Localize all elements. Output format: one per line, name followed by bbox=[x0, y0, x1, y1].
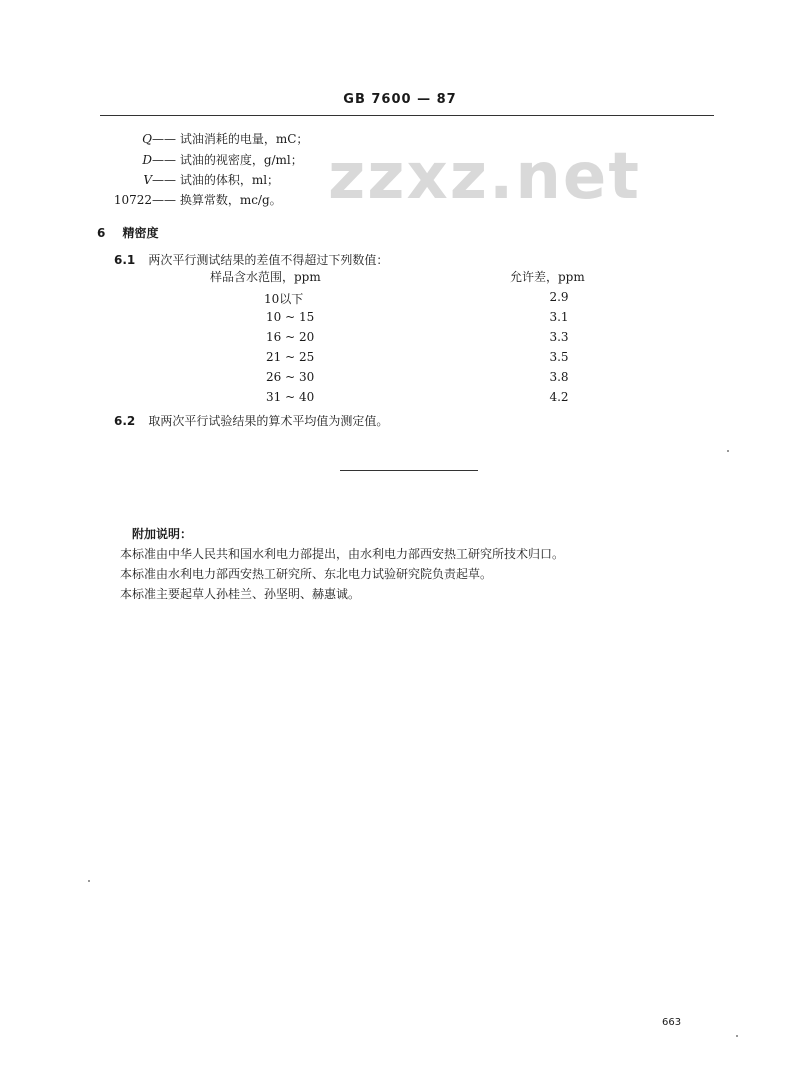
table-cell-tolerance: 4.2 bbox=[549, 390, 569, 404]
variable-row-d bbox=[100, 151, 303, 168]
clause-text: 两次平行测试结果的差值不得超过下列数值： bbox=[148, 253, 389, 267]
variable-desc: —— 试油消耗的电量，mC； bbox=[152, 132, 309, 146]
variable-row-v bbox=[100, 171, 279, 188]
clause-number: 6.1 bbox=[114, 253, 136, 267]
table-cell-tolerance: 3.1 bbox=[549, 310, 569, 324]
scan-speck bbox=[736, 1035, 738, 1037]
clause-6-2 bbox=[114, 410, 388, 429]
table-cell-range: 10 ~ 15 bbox=[266, 310, 315, 324]
section-number: 6 bbox=[97, 226, 106, 240]
variable-row-q bbox=[100, 130, 308, 147]
variable-symbol: Q bbox=[142, 132, 152, 146]
header-title: GB 7600 — 87 bbox=[343, 92, 457, 107]
variable-row-constant bbox=[100, 191, 282, 208]
section-title: 精密度 bbox=[122, 226, 159, 240]
notes-line: 本标准主要起草人孙桂兰、孙坚明、赫惠诚。 bbox=[120, 587, 361, 601]
page-number: 663 bbox=[662, 1017, 682, 1028]
variable-desc: —— 试油的体积，ml； bbox=[152, 173, 280, 187]
table-header-tolerance: 允许差，ppm bbox=[510, 270, 585, 284]
table-cell-tolerance: 3.3 bbox=[549, 330, 569, 344]
section-6-heading bbox=[97, 222, 158, 241]
table-cell-range: 26 ~ 30 bbox=[266, 370, 315, 384]
section-divider bbox=[340, 470, 478, 471]
notes-line: 本标准由中华人民共和国水利电力部提出，由水利电力部西安热工研究所技术归口。 bbox=[120, 547, 565, 561]
table-cell-range: 10以下 bbox=[264, 292, 304, 306]
clause-number: 6.2 bbox=[114, 414, 136, 428]
clause-text: 取两次平行试验结果的算术平均值为测定值。 bbox=[148, 414, 389, 428]
table-cell-range: 31 ~ 40 bbox=[266, 390, 315, 404]
table-cell-tolerance: 3.8 bbox=[549, 370, 569, 384]
scan-speck bbox=[88, 880, 90, 882]
notes-line: 本标准由水利电力部西安热工研究所、东北电力试验研究院负责起草。 bbox=[120, 567, 493, 581]
table-cell-tolerance: 2.9 bbox=[549, 290, 569, 304]
table-cell-range: 21 ~ 25 bbox=[266, 350, 315, 364]
notes-title: 附加说明： bbox=[132, 527, 193, 541]
table-cell-range: 16 ~ 20 bbox=[266, 330, 315, 344]
variable-symbol: 10722 bbox=[113, 193, 152, 207]
variable-symbol: D bbox=[142, 153, 152, 167]
table-header-range: 样品含水范围，ppm bbox=[210, 270, 321, 284]
variable-desc: —— 换算常数，mc/g。 bbox=[152, 193, 282, 207]
variable-desc: —— 试油的视密度，g/ml； bbox=[152, 153, 303, 167]
watermark: zzxz.net bbox=[328, 140, 641, 214]
variable-symbol: V bbox=[143, 173, 152, 187]
header-rule bbox=[100, 115, 714, 116]
scan-speck bbox=[727, 450, 729, 452]
table-cell-tolerance: 3.5 bbox=[549, 350, 569, 364]
clause-6-1 bbox=[114, 249, 388, 268]
